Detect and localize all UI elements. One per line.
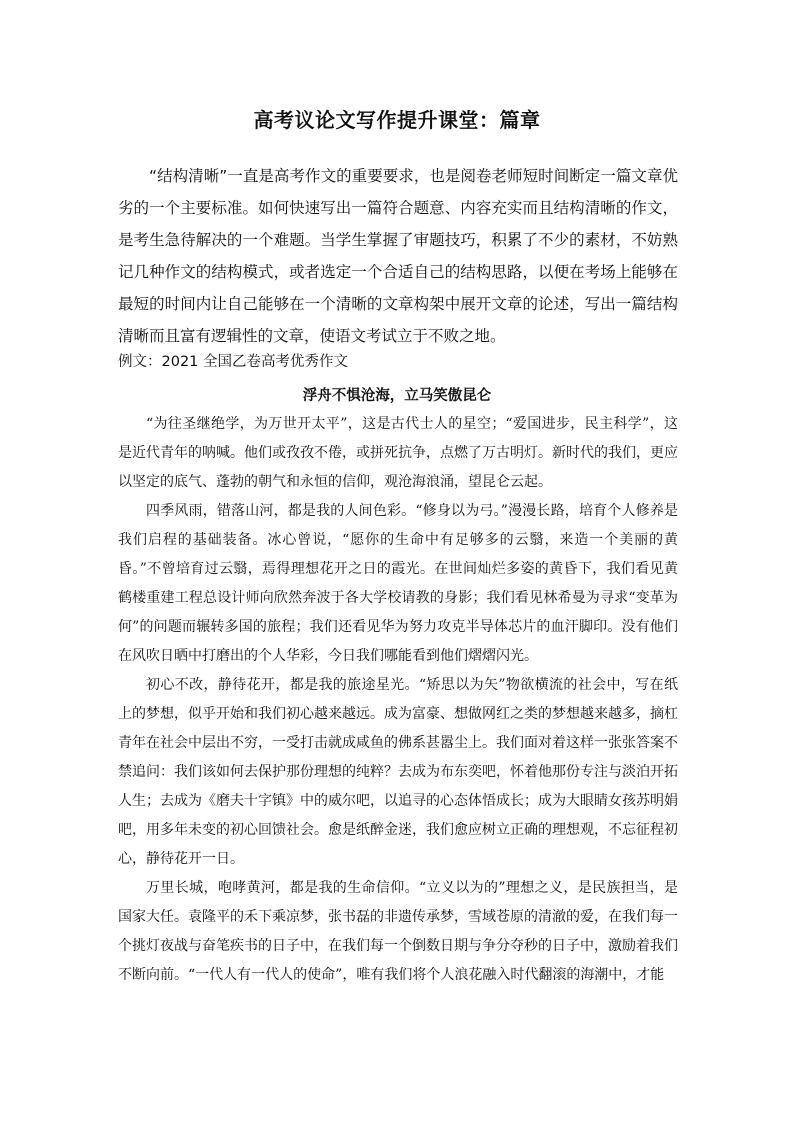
- intro-paragraph: “结构清晰”一直是高考作文的重要要求，也是阅卷老师短时间断定一篇文章优劣的一个主要标准。如何快速写出一篇符合题意、内容充实而且结构清晰的作文，是考生急待解决的一个难题。当学生掌握了审题技巧，积累了不少的素材，不妨熟记几种作文的结构模式，或者选定一个合适自己的结构思路，以便在考场上能够在最短的时间内让自己能够在一个清晰的文章构架中展开文章的论述，写出一篇结构清晰而且富有逻辑性的文章，使语文考试立于不败之地。: [118, 167, 678, 345]
- essay-paragraph: 四季风雨，错落山河，都是我的人间色彩。“修身以为弓。”漫漫长路，培育个人修养是我们启程的基础装备。冰心曾说，“愿你的生命中有足够多的云翳，来造一个美丽的黄昏。”不曾培育过云翳，焉得理想花开之日的霞光。在世间灿烂多姿的黄昏下，我们看见黄鹤楼重建工程总设计师向欣然奔波于各大学校请教的身影；我们看见林希曼为寻求“变革为何”的问题而辗转多国的旅程；我们还看见华为努力攻克半导体芯片的血汗脚印。没有他们在风吹日晒中打磨出的个人华彩，今日我们哪能看到他们熠熠闪光。: [118, 503, 678, 664]
- essay-paragraph: “为往圣继绝学，为万世开太平”，这是古代士人的星空；“爱国进步，民主科学”，这是近代青年的呐喊。他们或孜孜不倦，或拼死抗争，点燃了万古明灯。新时代的我们，更应以坚定的底气、蓬勃的朝气和永恒的信仰，观沧海浪涌，望昆仑云起。: [118, 416, 678, 490]
- essay-title: 浮舟不惧沧海，立马笑傲昆仑: [302, 388, 492, 404]
- essay-paragraph: 万里长城，咆哮黄河，都是我的生命信仰。“立义以为的”理想之义，是民族担当，是国家大任。袁隆平的禾下乘凉梦，张书磊的非遗传承梦，雪域苍原的清澈的爱，在我们每一个挑灯夜战与奋笔疾书的日子中，在我们每一个倒数日期与争分夺秒的日子中，激励着我们不断向前。“一代人有一代人的使命”，唯有我们将个人浪花融入时代翻滚的海潮中，才能: [118, 880, 678, 983]
- essay-paragraph: 初心不改，静待花开，都是我的旅途星光。“矫思以为矢”物欲横流的社会中，写在纸上的梦想，似乎开始和我们初心越来越远。成为富豪、想做网红之类的梦想越来越多，摘杠青年在社会中层出不穷，一受打击就成咸鱼的佛系甚嚣尘上。我们面对着这样一张张答案不禁追问：我们该如何去保护那份理想的纯粹？去成为布东奕吧，怀着他那份专注与淡泊开拓人生；去成为《磨夫十字镇》中的威尔吧，以追寻的心态体悟成长；成为大眼睛女孩苏明娟吧，用多年未变的初心回馈社会。愈是纸醉金迷，我们愈应树立正确的理想观，不忘征程初心，静待花开一日。: [118, 677, 678, 867]
- page-title: 高考议论文写作提升课堂：篇章: [253, 108, 541, 132]
- example-label: 例文：2021 全国乙卷高考优秀作文: [118, 354, 349, 370]
- essay-body: [118, 410, 678, 990]
